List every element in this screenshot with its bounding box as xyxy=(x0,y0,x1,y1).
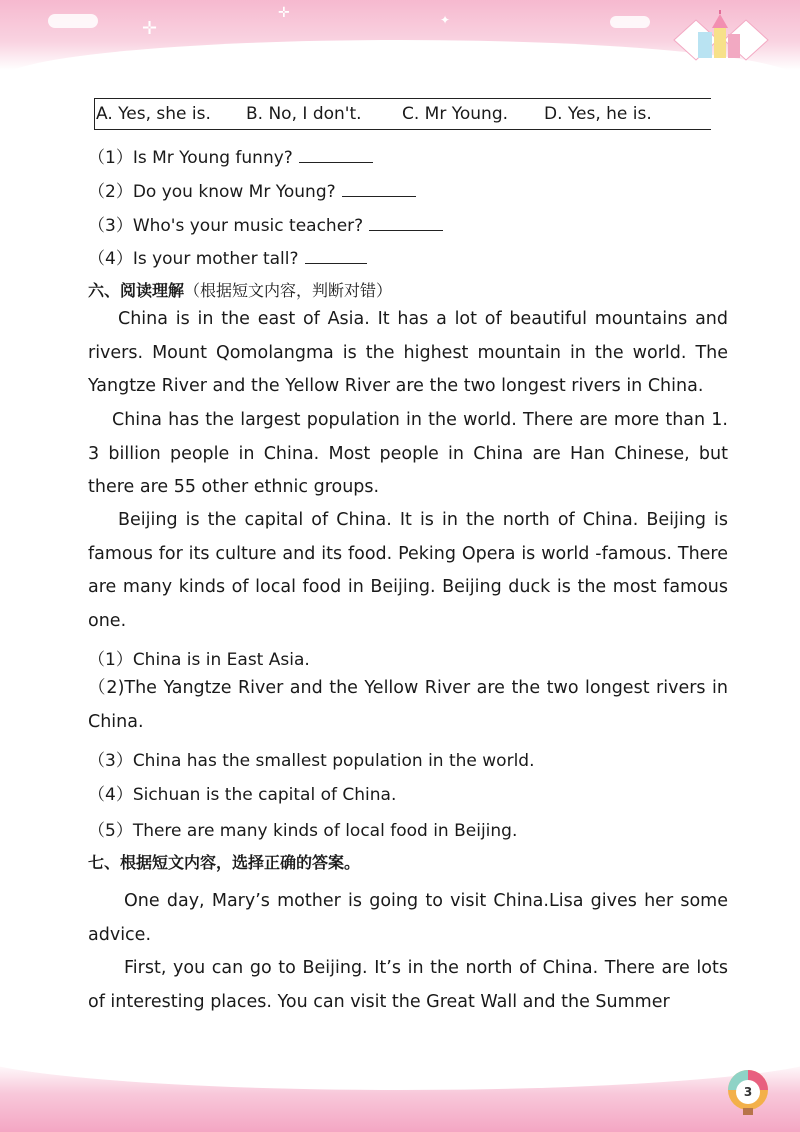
answer-blank[interactable] xyxy=(342,180,416,197)
section-7-paragraph-2: First, you can go to Beijing. It’s in the north of China. There are lots of interesting places. You can visit the Great Wall and the Summer xyxy=(88,958,728,1012)
match-question-3: （3）Who's your music teacher? xyxy=(88,211,443,236)
footer-decoration xyxy=(0,1062,800,1132)
option-c: C. Mr Young. xyxy=(402,104,509,124)
statement-3: （3）China has the smallest population in the world. xyxy=(88,751,535,771)
statement-5: （5）There are many kinds of local food in Beijing. xyxy=(88,821,518,841)
option-a: A. Yes, she is. xyxy=(96,104,211,124)
reading-paragraph-3: Beijing is the capital of China. It is in the north of China. Beijing is famous for its culture and its food. Peking Opera is world -famous. There are many kinds of local food in Beijing. Beijing duck is the most famous one. xyxy=(88,510,728,631)
reading-paragraph-1: China is in the east of Asia. It has a lot of beautiful mountains and rivers. Mount Qomolangma is the highest mountain in the world. The Yangtze River and the Yellow River are the two longest rivers in China. xyxy=(88,309,728,397)
cross-star-icon: ✛ xyxy=(142,18,158,39)
cross-star-icon: ✛ xyxy=(278,5,290,21)
match-question-4: （4）Is your mother tall? xyxy=(88,244,367,269)
answer-blank[interactable] xyxy=(369,214,443,231)
cloud-icon xyxy=(48,14,98,28)
match-question-1: （1）Is Mr Young funny? xyxy=(88,143,373,168)
section-7-heading: 七、根据短文内容，选择正确的答案。 xyxy=(88,853,361,872)
reading-paragraph-2: China has the largest population in the world. There are more than 1. 3 billion people in China. Most people in China are Han Chinese, but there are 55 other ethnic groups. xyxy=(88,410,728,498)
option-d: D. Yes, he is. xyxy=(544,104,652,124)
statement-4: （4）Sichuan is the capital of China. xyxy=(88,785,397,805)
footer-wave xyxy=(0,1050,800,1090)
section-7-paragraph-1: One day, Mary’s mother is going to visit China.Lisa gives her some advice. xyxy=(88,891,728,945)
answer-blank[interactable] xyxy=(299,146,373,163)
cloud-icon xyxy=(610,16,650,28)
section-6-instruction: （根据短文内容，判断对错） xyxy=(184,281,393,300)
statement-1: （1）China is in East Asia. xyxy=(88,650,310,670)
option-b: B. No, I don't. xyxy=(246,104,362,124)
statement-2: （2)The Yangtze River and the Yellow River are the two longest rivers in China. xyxy=(88,678,728,732)
section-6-heading: 六、阅读理解（根据短文内容，判断对错） xyxy=(88,281,393,300)
cross-star-icon: ✦ xyxy=(440,13,451,27)
castle-decoration-icon xyxy=(666,10,776,68)
page-number: 3 xyxy=(736,1080,760,1104)
match-question-2: （2）Do you know Mr Young? xyxy=(88,177,416,202)
answer-blank[interactable] xyxy=(305,247,367,264)
